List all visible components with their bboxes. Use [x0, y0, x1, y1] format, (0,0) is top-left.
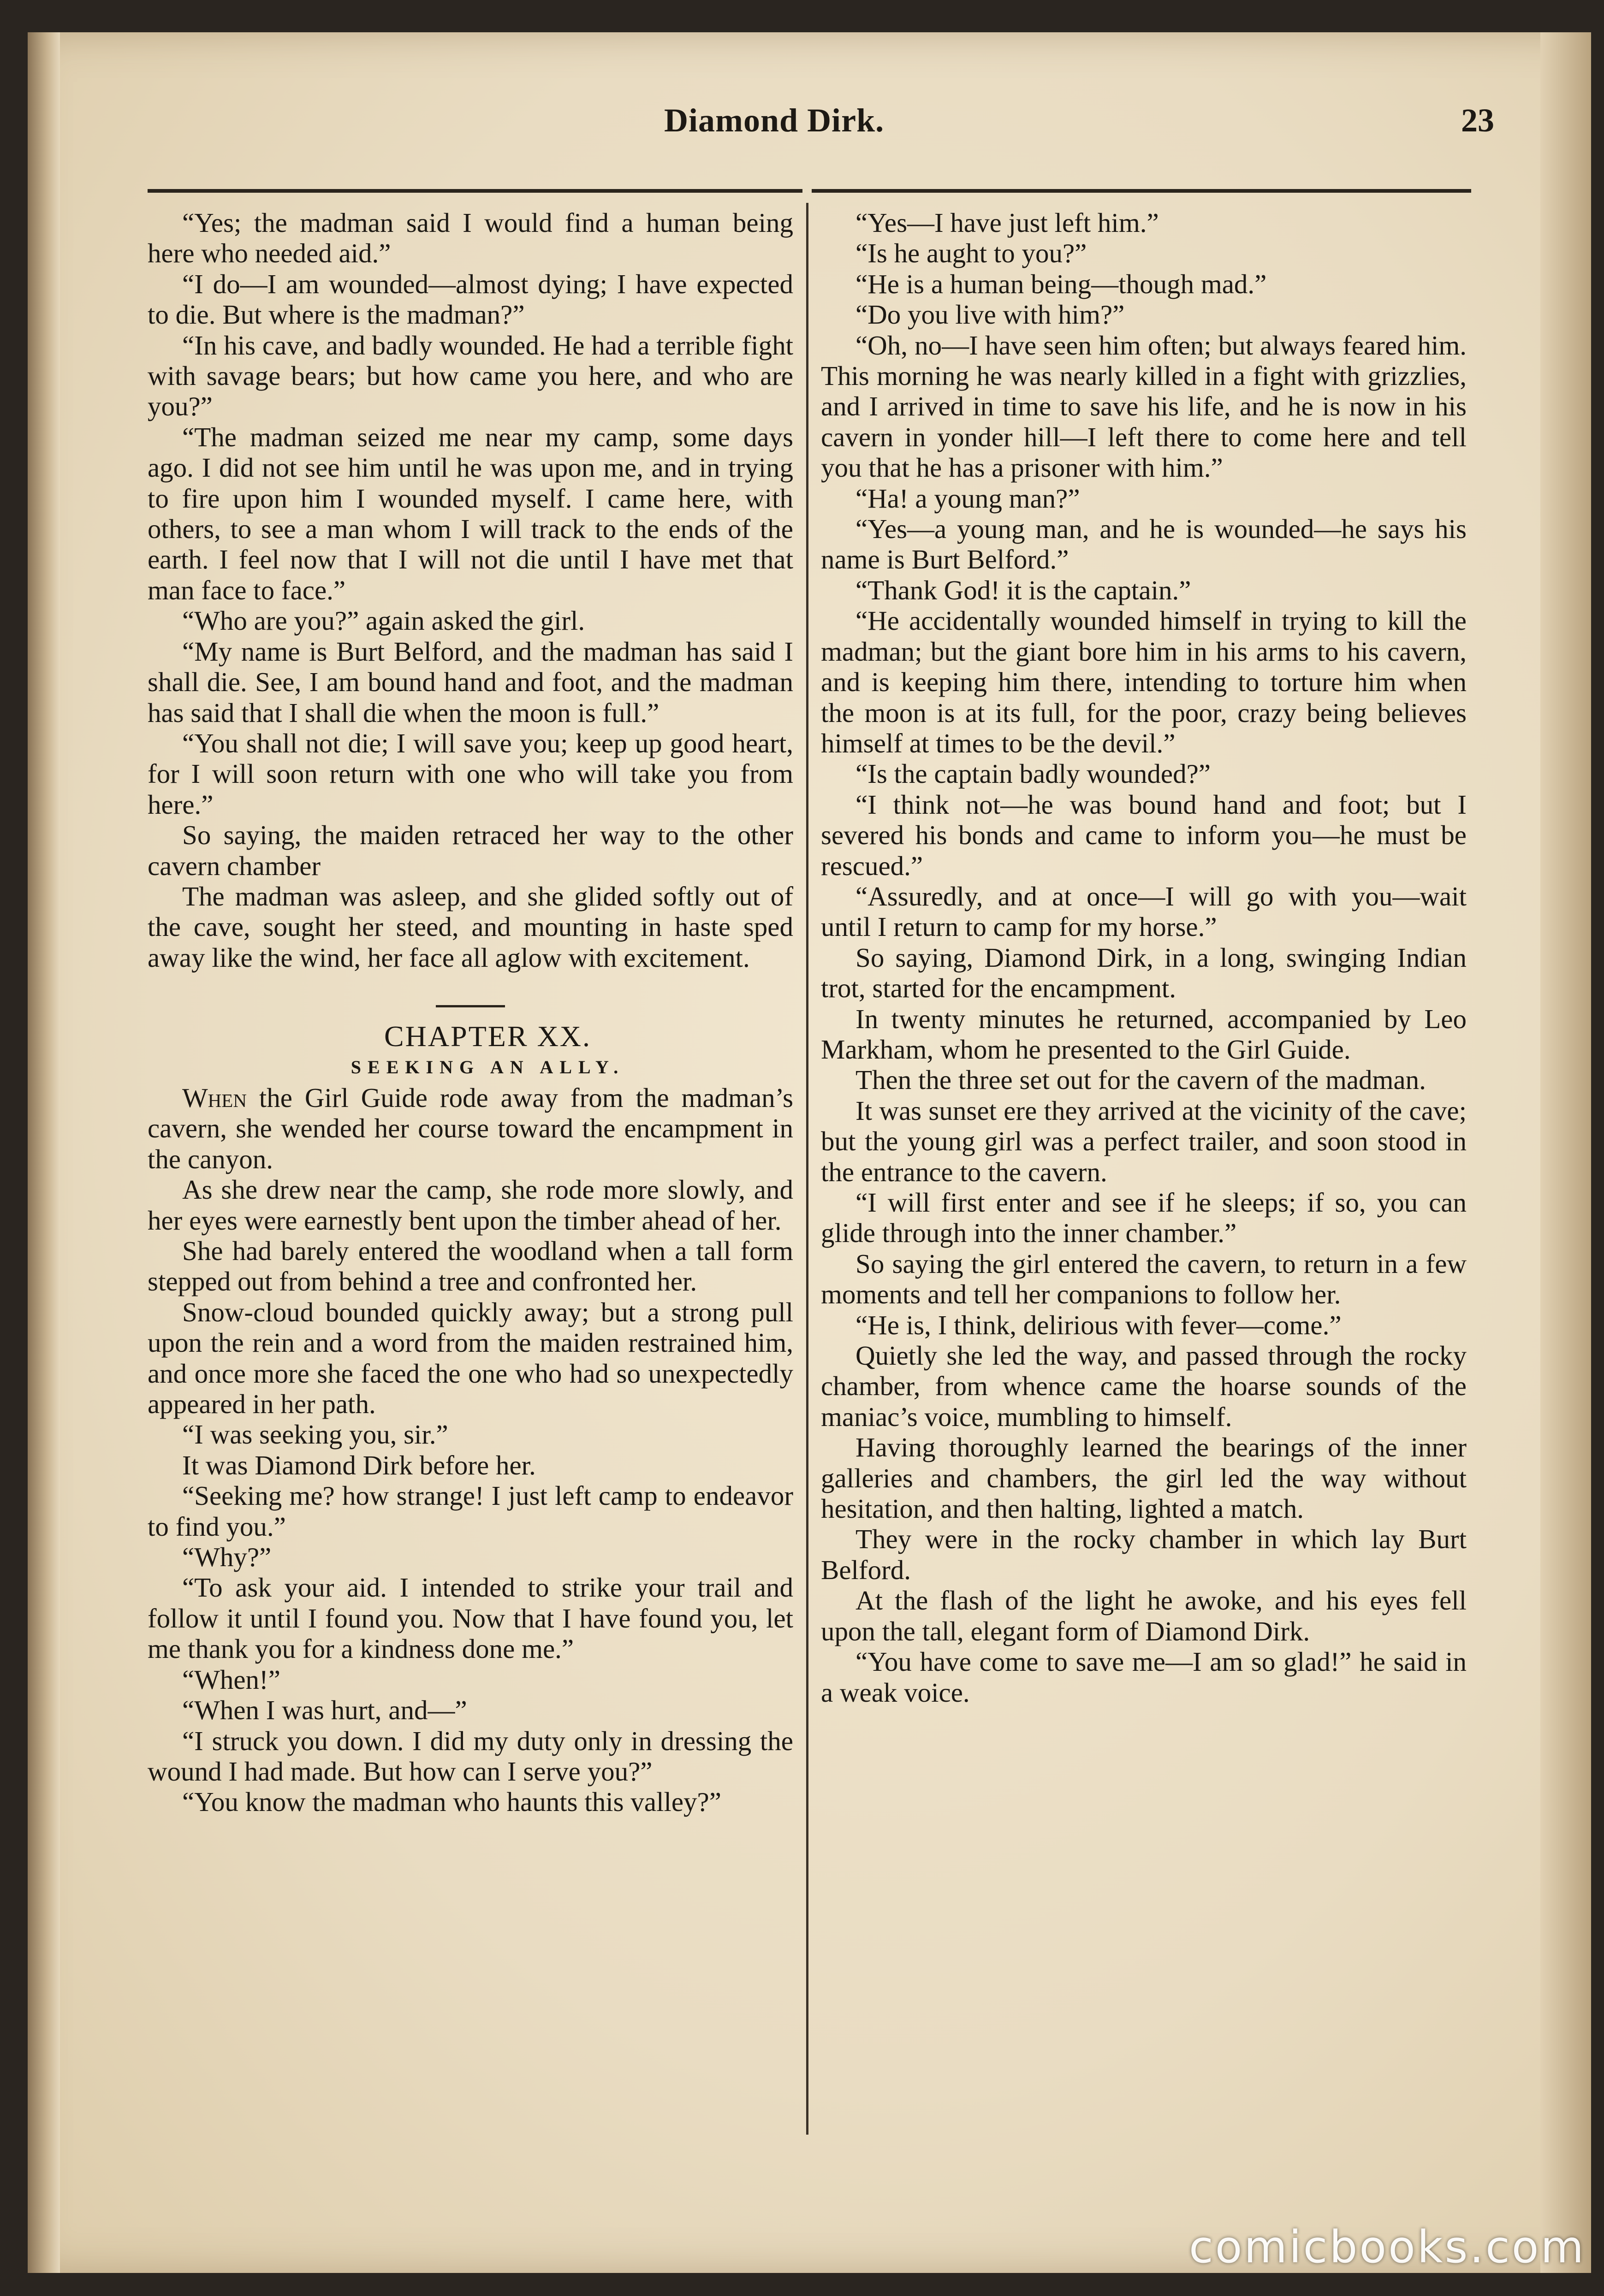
paragraph: “When!”	[182, 1664, 280, 1695]
paragraph: “I do—I am wounded—almost dying; I have expected to die. But where is the madman?”	[148, 268, 793, 330]
running-head	[664, 101, 1494, 157]
paragraph: “I struck you down. I did my duty only in dressing the wound I had made. But how can I serve you?”	[148, 1725, 793, 1787]
chapter-opening-paragraph	[148, 1083, 793, 1174]
paragraph: “Ha! a young man?”	[855, 483, 1080, 514]
paragraph: At the flash of the light he awoke, and his eyes fell upon the tall, elegant form of Diamond Dirk.	[821, 1585, 1467, 1646]
chapter-divider	[436, 1005, 505, 1007]
paragraph: “I think not—he was bound hand and foot; but I severed his bonds and came to inform you—he must be rescued.”	[821, 789, 1467, 881]
paragraph: “He accidentally wounded himself in trying to kill the madman; but the giant bore him in his arms to his cavern, and is keeping him there, intending to torture him when the moon is at its full, for the poor, crazy being believes himself at times to be the devil.”	[821, 605, 1467, 758]
paragraph: So saying, the maiden retraced her way to the other cavern chamber	[148, 820, 793, 881]
paragraph: Snow-cloud bounded quickly away; but a strong pull upon the rein and a word from the maiden restrained him, and once more she faced the one who had so unexpectedly appeared in her path.	[148, 1296, 793, 1420]
running-head-title: Diamond Dirk.	[664, 102, 885, 139]
paragraph: “You know the madman who haunts this valley?”	[182, 1787, 721, 1817]
paragraph: “Yes—a young man, and he is wounded—he says his name is Burt Belford.”	[821, 514, 1467, 575]
column-divider	[806, 203, 808, 2135]
paragraph: “In his cave, and badly wounded. He had a terrible fight with savage bears; but how came you here, and who are you?”	[148, 330, 793, 422]
paragraph: “You shall not die; I will save you; keep up good heart, for I will soon return with one who will take you from here.”	[148, 728, 793, 820]
paragraph: “Thank God! it is the captain.”	[855, 574, 1191, 605]
paragraph: “Oh, no—I have seen him often; but always feared him. This morning he was nearly killed in a fight with grizzlies, and I arrived in time to save his life, and he is now in his cavern in yonder hill—I left there to come here and tell you that he has a prisoner with him.”	[821, 330, 1467, 483]
header-rule-left	[148, 189, 802, 193]
paragraph: It was sunset ere they arrived at the vicinity of the cave; but the young girl was a perfect trailer, and soon stood in the entrance to the cavern.	[821, 1095, 1467, 1187]
paragraph: “Do you live with him?”	[855, 299, 1125, 330]
left-column	[148, 207, 793, 1817]
paragraph: “Is the captain badly wounded?”	[855, 758, 1211, 789]
right-column	[821, 207, 1467, 1708]
opening-text: the Girl Guide rode away from the madman’s cavern, she wended her course toward the encampment in the canyon.	[148, 1082, 793, 1174]
paragraph: “Seeking me? how strange! I just left camp to endeavor to find you.”	[148, 1480, 793, 1542]
paragraph: Then the three set out for the cavern of the madman.	[855, 1065, 1426, 1095]
paragraph: It was Diamond Dirk before her.	[182, 1450, 536, 1480]
paragraph: “Yes—I have just left him.”	[855, 207, 1159, 238]
paragraph: “I was seeking you, sir.”	[182, 1419, 448, 1450]
paragraph: “Is he aught to you?”	[855, 238, 1087, 269]
paragraph: The madman was asleep, and she glided softly out of the cave, sought her steed, and mounting in haste sped away like the wind, her face all aglow with excitement.	[148, 881, 793, 973]
paragraph: Having thoroughly learned the bearings of the inner galleries and chambers, the girl led the way without hesitation, and then halting, lighted a match.	[821, 1432, 1467, 1524]
paragraph: “When I was hurt, and—”	[182, 1695, 467, 1726]
page-gutter-shadow	[28, 32, 60, 2273]
paragraph: “Why?”	[182, 1542, 272, 1573]
paragraph: “To ask your aid. I intended to strike your trail and follow it until I found you. Now that I have found you, let me thank you for a kindness done me.”	[148, 1572, 793, 1664]
paragraph: “Who are you?” again asked the girl.	[182, 605, 585, 636]
paragraph: In twenty minutes he returned, accompanied by Leo Markham, whom he presented to the Girl Guide.	[821, 1003, 1467, 1065]
paragraph: “Assuredly, and at once—I will go with you—wait until I return to camp for my horse.”	[821, 881, 1467, 942]
chapter-title: CHAPTER XX.	[384, 1020, 592, 1053]
paragraph: “He is a human being—though mad.”	[855, 268, 1267, 299]
page-edge	[1540, 32, 1591, 2273]
paragraph: “He is, I think, delirious with fever—come.”	[855, 1309, 1342, 1340]
chapter-subtitle: SEEKING AN ALLY.	[351, 1056, 625, 1077]
paragraph: “I will first enter and see if he sleeps; if so, you can glide through into the inner chamber.”	[821, 1187, 1467, 1249]
paragraph: “Yes; the madman said I would find a human being here who needed aid.”	[148, 207, 793, 269]
paragraph: As she drew near the camp, she rode more slowly, and her eyes were earnestly bent upon the timber ahead of her.	[148, 1174, 793, 1236]
paragraph: “The madman seized me near my camp, some days ago. I did not see him until he was upon me, and in trying to fire upon him I wounded myself. I came here, with others, to see a man whom I will track to the ends of the earth. I feel now that I will not die until I have met that man face to face.”	[148, 421, 793, 605]
paragraph: “My name is Burt Belford, and the madman has said I shall die. See, I am bound hand and foot, and the madman has said that I shall die when the moon is full.”	[148, 636, 793, 728]
watermark: comicbooks.com	[1188, 2221, 1586, 2273]
paragraph: So saying, Diamond Dirk, in a long, swinging Indian trot, started for the encampment.	[821, 942, 1467, 1004]
paragraph: So saying the girl entered the cavern, to return in a few moments and tell her companions to follow her.	[821, 1248, 1467, 1310]
paragraph: She had barely entered the woodland when a tall form stepped out from behind a tree and confronted her.	[148, 1236, 793, 1297]
paragraph: They were in the rocky chamber in which lay Burt Belford.	[821, 1524, 1467, 1585]
paragraph: Quietly she led the way, and passed through the rocky chamber, from whence came the hoarse sounds of the maniac’s voice, mumbling to himself.	[821, 1340, 1467, 1432]
left-column-paragraphs	[148, 207, 793, 973]
drop-word: When	[182, 1082, 247, 1113]
page-number: 23	[1461, 102, 1494, 139]
header-rule-right	[812, 189, 1471, 193]
paragraph: “You have come to save me—I am so glad!” he said in a weak voice.	[821, 1646, 1467, 1708]
